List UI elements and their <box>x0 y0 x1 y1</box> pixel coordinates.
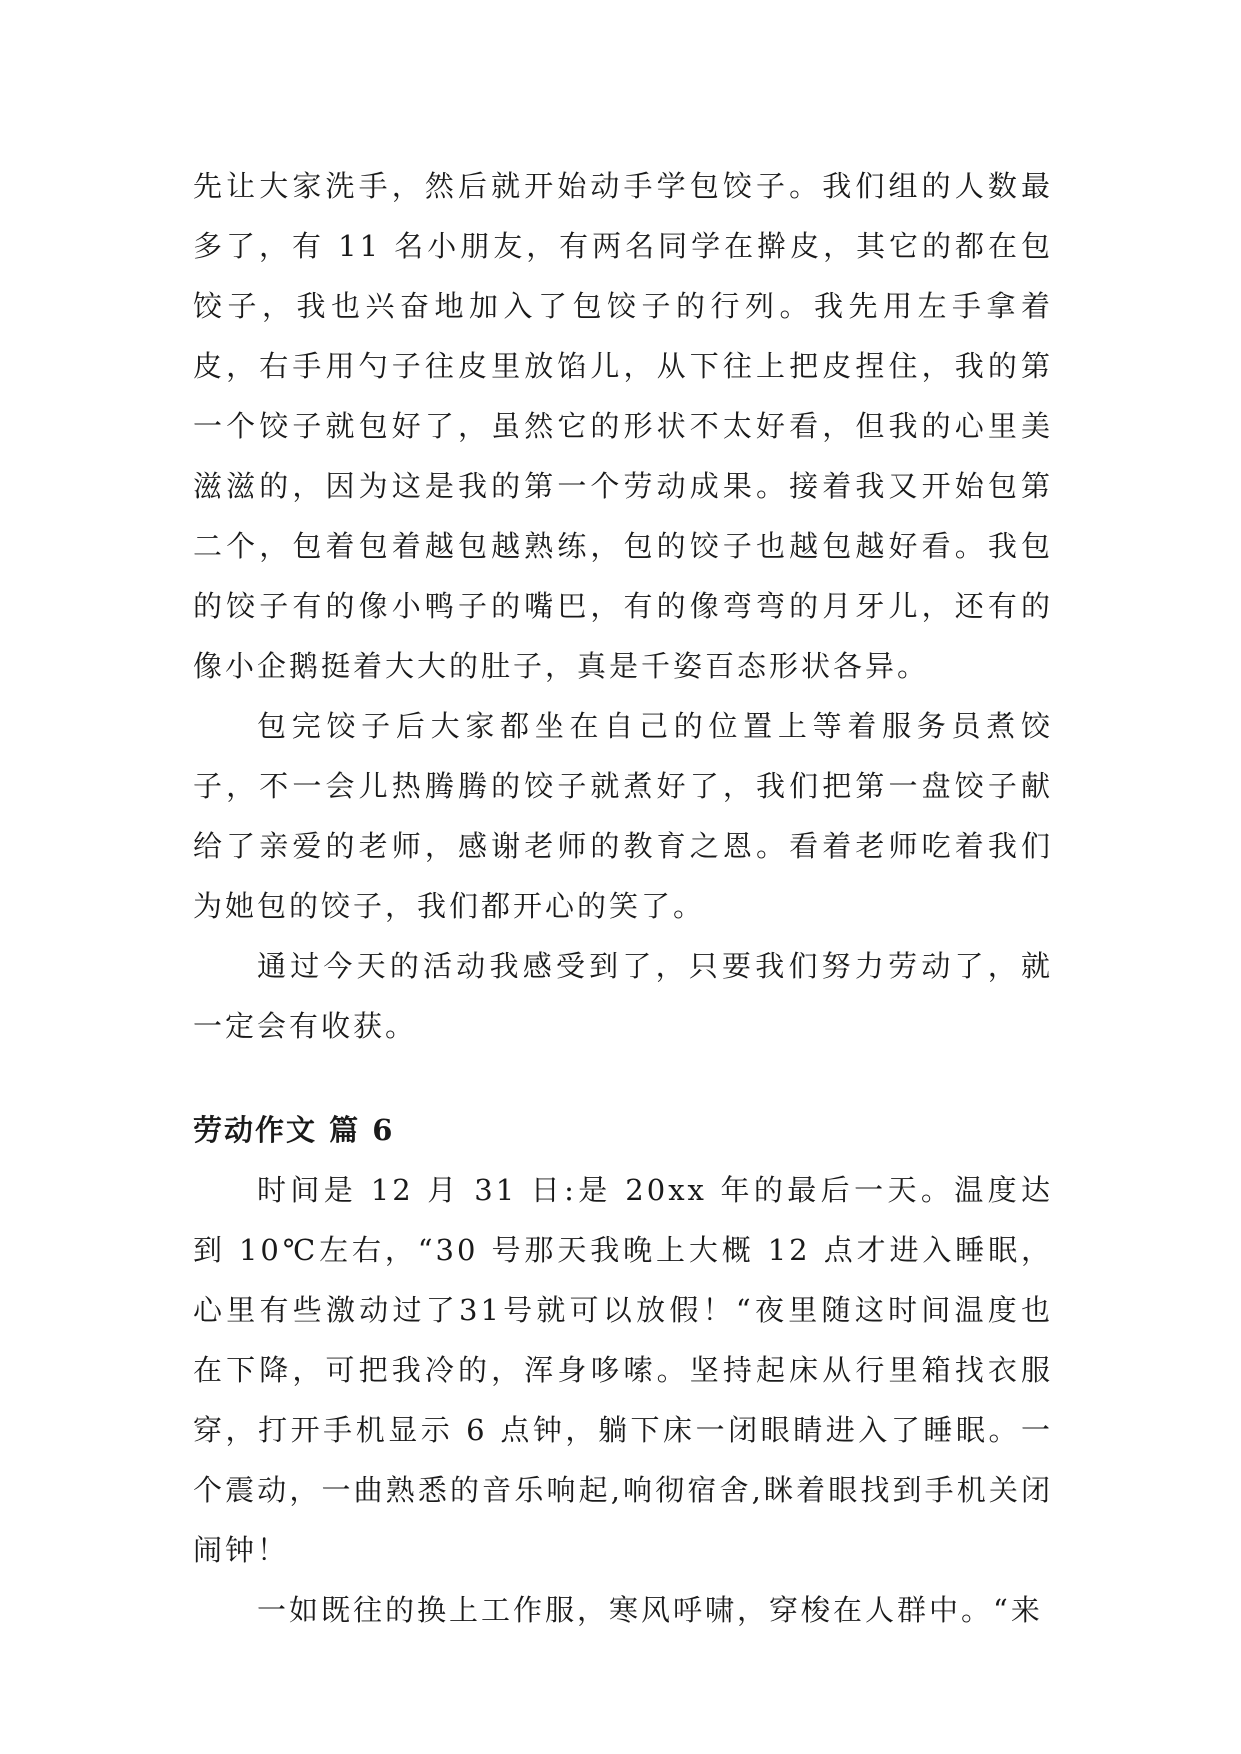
paragraph: 先让大家洗手，然后就开始动手学包饺子。我们组的人数最多了，有 11 名小朋友，有两名同学在擀皮，其它的都在包饺子，我也兴奋地加入了包饺子的行列。我先用左手拿着皮，右手用勺子往皮里放馅儿，从下往上把皮捏住，我的第一个饺子就包好了，虽然它的形状不太好看，但我的心里美滋滋的，因为这是我的第一个劳动成果。接着我又开始包第二个，包着包着越包越熟练，包的饺子也越包越好看。我包的饺子有的像小鸭子的嘴巴，有的像弯弯的月牙儿，还有的像小企鹅挺着大大的肚子，真是千姿百态形状各异。 <box>193 169 1053 683</box>
paragraph: 通过今天的活动我感受到了，只要我们努力劳动了，就一定会有收获。 <box>193 949 1053 1043</box>
paragraph: 一如既往的换上工作服，寒风呼啸，穿梭在人群中。“来 <box>257 1593 1043 1627</box>
section-heading: 劳动作文 篇 6 <box>193 1113 395 1147</box>
essay-body-section-1 <box>193 156 1053 1056</box>
paragraph: 包完饺子后大家都坐在自己的位置上等着服务员煮饺子，不一会儿热腾腾的饺子就煮好了，我们把第一盘饺子献给了亲爱的老师，感谢老师的教育之恩。看着老师吃着我们为她包的饺子，我们都开心的笑了。 <box>193 709 1053 923</box>
essay-body-section-2 <box>193 1160 1053 1640</box>
paragraph: 时间是 12 月 31 日:是 20xx 年的最后一天。温度达到 10℃左右，“30 号那天我晚上大概 12 点才进入睡眠，心里有些激动过了31号就可以放假！“夜里随这时间温度也在下降，可把我冷的，浑身哆嗦。坚持起床从行里箱找衣服穿，打开手机显示 6 点钟，躺下床一闭眼睛进入了睡眠。一个震动，一曲熟悉的音乐响起,响彻宿舍,眯着眼找到手机关闭闹钟！ <box>193 1173 1053 1567</box>
